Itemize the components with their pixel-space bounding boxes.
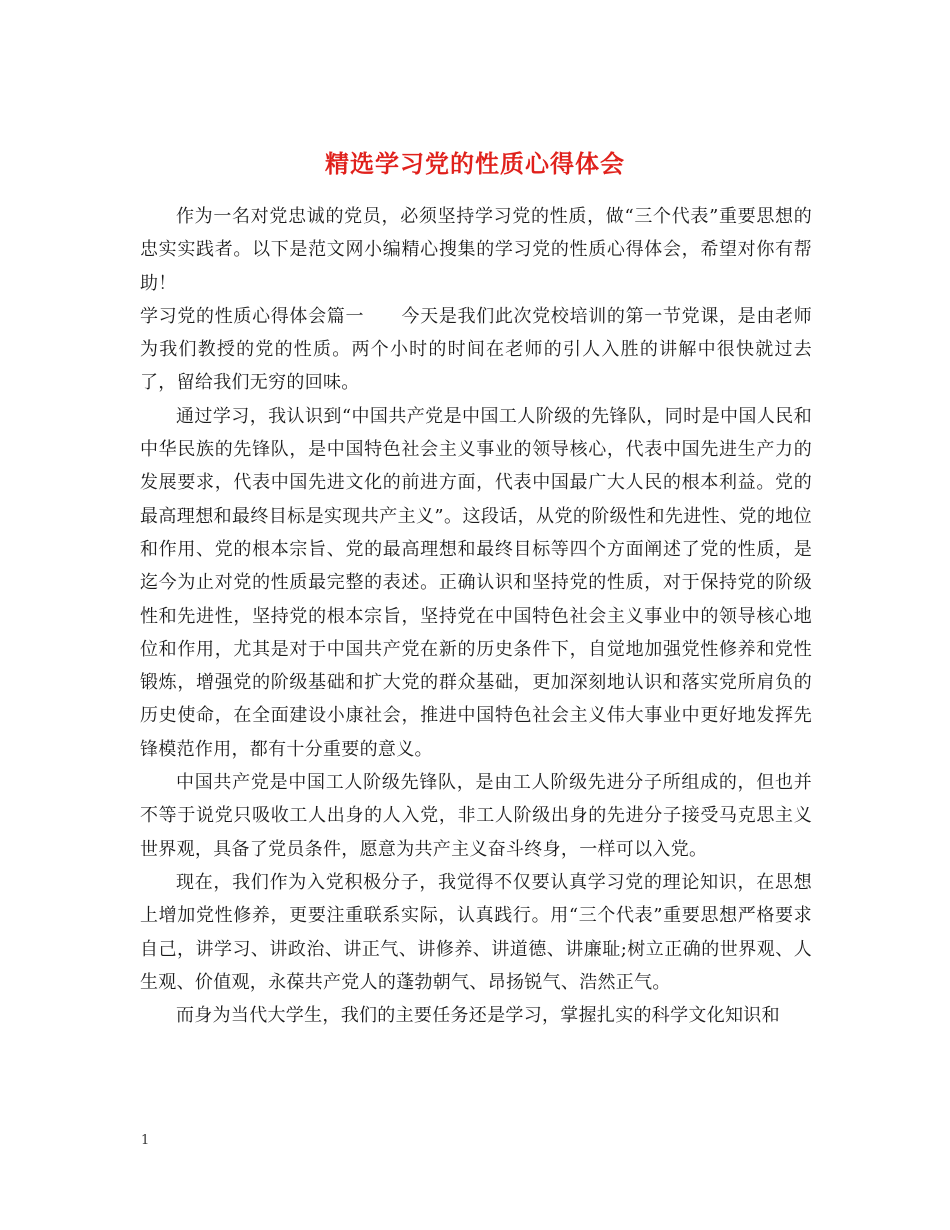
paragraph-activists: 现在，我们作为入党积极分子，我觉得不仅要认真学习党的理论知识，在思想上增加党性修养，更要注重联系实际，认真践行。用“三个代表”重要思想严格要求自己，讲学习、讲政治、讲正气、讲修养、讲道德、讲廉耻;树立正确的世界观、人生观、价值观，永葆共产党人的蓬勃朝气、昂扬锐气、浩然正气。 — [140, 871, 812, 993]
document-title: 精选学习党的性质心得体会 — [325, 149, 625, 179]
paragraph-intro: 作为一名对党忠诚的党员，必须坚持学习党的性质，做“三个代表”重要思想的忠实实践者。以下是范文网小编精心搜集的学习党的性质心得体会，希望对你有帮助！ — [140, 206, 812, 294]
paragraph-vanguard: 中国共产党是中国工人阶级先锋队，是由工人阶级先进分子所组成的，但也并不等于说党只吸收工人出身的人入党，非工人阶级出身的先进分子接受马克思主义世界观，具备了党员条件，愿意为共产主义奋斗终身，一样可以入党。 — [140, 772, 812, 860]
paragraph-understanding: 通过学习，我认识到“中国共产党是中国工人阶级的先锋队，同时是中国人民和中华民族的先锋队，是中国特色社会主义事业的领导核心，代表中国先进生产力的发展要求，代表中国先进文化的前进方面，代表中国最广大人民的根本利益。党的最高理想和最终目标是实现共产主义”。这段话，从党的阶级性和先进性、党的地位和作用、党的根本宗旨、党的最高理想和最终目标等四个方面阐述了党的性质，是迄今为止对党的性质最完整的表述。正确认识和坚持党的性质，对于保持党的阶级性和先进性，坚持党的根本宗旨，坚持党在中国特色社会主义事业中的领导核心地位和作用，尤其是对于中国共产党在新的历史条件下，自觉地加强党性修养和党性锻炼，增强党的阶级基础和扩大党的群众基础，更加深刻地认识和落实党所肩负的历史使命，在全面建设小康社会，推进中国特色社会主义伟大事业中更好地发挥先锋模范作用，都有十分重要的意义。 — [140, 405, 812, 760]
paragraph-students: 而身为当代大学生，我们的主要任务还是学习，掌握扎实的科学文化知识和 — [176, 1005, 780, 1027]
page-number: 1 — [141, 1133, 150, 1148]
document-body — [140, 200, 812, 1032]
paragraph-section-one-start: 学习党的性质心得体会篇一 今天是我们此次党校培训的第一节党课，是由老师为我们教授的党的性质。两个小时的时间在老师的引人入胜的讲解中很快就过去了，留给我们无穷的回味。 — [140, 305, 812, 394]
